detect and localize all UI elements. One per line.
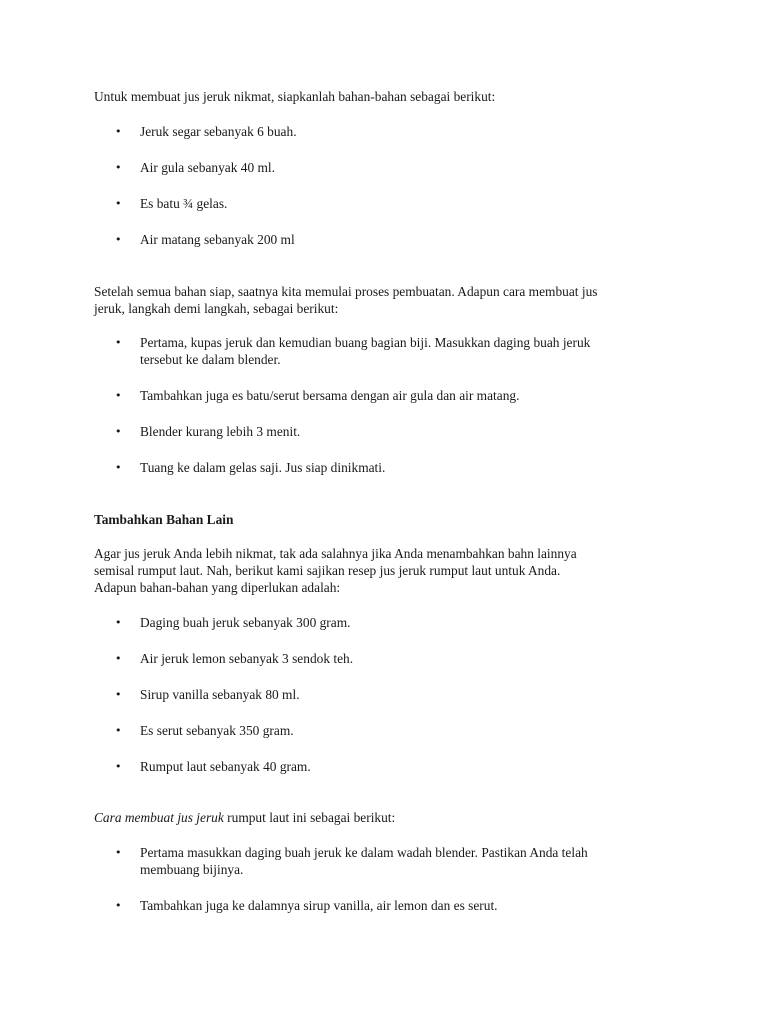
method-intro-paragraph <box>94 809 694 826</box>
ingredients-list-2 <box>94 614 694 794</box>
list-item <box>94 123 694 159</box>
section-heading: Tambahkan Bahan Lain <box>94 512 234 527</box>
steps-list-1 <box>94 334 694 495</box>
list-item <box>94 334 694 387</box>
list-item-text: Air jeruk lemon sebanyak 3 sendok teh. <box>140 651 354 666</box>
list-item <box>94 614 694 650</box>
list-item-text: Es serut sebanyak 350 gram. <box>140 723 294 738</box>
list-item-text: Sirup vanilla sebanyak 80 ml. <box>140 687 300 702</box>
bullet-icon: • <box>115 846 122 859</box>
list-item <box>94 159 694 195</box>
bullet-icon: • <box>115 389 122 402</box>
list-item <box>94 650 694 686</box>
list-item <box>94 758 694 794</box>
list-item <box>94 423 694 459</box>
list-item-text: Rumput laut sebanyak 40 gram. <box>140 759 311 774</box>
list-item-text: Es batu ¾ gelas. <box>140 196 228 211</box>
list-item <box>94 686 694 722</box>
list-item <box>94 231 694 267</box>
list-item <box>94 722 694 758</box>
bullet-icon: • <box>115 197 122 210</box>
section-paragraph <box>94 545 694 596</box>
bullet-icon: • <box>115 652 122 665</box>
list-item-text: Jeruk segar sebanyak 6 buah. <box>140 124 297 139</box>
bullet-icon: • <box>115 161 122 174</box>
list-item <box>94 897 694 933</box>
list-item <box>94 844 694 897</box>
intro-paragraph: Untuk membuat jus jeruk nikmat, siapkanlah bahan-bahan sebagai berikut: <box>94 89 496 104</box>
bullet-icon: • <box>115 899 122 912</box>
list-item <box>94 195 694 231</box>
list-item-text: Air matang sebanyak 200 ml <box>140 232 295 247</box>
bullet-icon: • <box>115 233 122 246</box>
list-item-line: Tambahkan juga es batu/serut bersama dengan air gula dan air matang. <box>140 388 520 403</box>
method-intro-italic: Cara membuat jus jeruk <box>94 810 224 825</box>
list-item-text: Daging buah jeruk sebanyak 300 gram. <box>140 615 351 630</box>
list-item-line: Tambahkan juga ke dalamnya sirup vanilla, air lemon dan es serut. <box>140 898 498 913</box>
list-item-line: membuang bijinya. <box>140 862 244 877</box>
bullet-icon: • <box>115 125 122 138</box>
ingredients-list-1 <box>94 123 694 267</box>
paragraph-line: Agar jus jeruk Anda lebih nikmat, tak ada salahnya jika Anda menambahkan bahn lainnya <box>94 546 577 561</box>
method-intro-text: rumput laut ini sebagai berikut: <box>223 810 396 825</box>
list-item-line: tersebut ke dalam blender. <box>140 352 281 367</box>
list-item-line: Pertama, kupas jeruk dan kemudian buang bagian biji. Masukkan daging buah jeruk <box>140 335 591 350</box>
paragraph-line: Adapun bahan-bahan yang diperlukan adalah: <box>94 580 341 595</box>
paragraph-line: jeruk, langkah demi langkah, sebagai berikut: <box>94 301 339 316</box>
bullet-icon: • <box>115 760 122 773</box>
bullet-icon: • <box>115 336 122 349</box>
list-item-line: Blender kurang lebih 3 menit. <box>140 424 301 439</box>
list-item <box>94 387 694 423</box>
list-item-line: Pertama masukkan daging buah jeruk ke dalam wadah blender. Pastikan Anda telah <box>140 845 588 860</box>
list-item-line: Tuang ke dalam gelas saji. Jus siap dinikmati. <box>140 460 386 475</box>
bullet-icon: • <box>115 616 122 629</box>
bullet-icon: • <box>115 461 122 474</box>
steps-list-2 <box>94 844 694 933</box>
bullet-icon: • <box>115 724 122 737</box>
steps-intro-paragraph <box>94 283 694 317</box>
paragraph-line: semisal rumput laut. Nah, berikut kami sajikan resep jus jeruk rumput laut untuk Anda. <box>94 563 561 578</box>
list-item-text: Air gula sebanyak 40 ml. <box>140 160 275 175</box>
bullet-icon: • <box>115 688 122 701</box>
paragraph-line: Setelah semua bahan siap, saatnya kita memulai proses pembuatan. Adapun cara membuat jus <box>94 284 598 299</box>
list-item <box>94 459 694 495</box>
bullet-icon: • <box>115 425 122 438</box>
